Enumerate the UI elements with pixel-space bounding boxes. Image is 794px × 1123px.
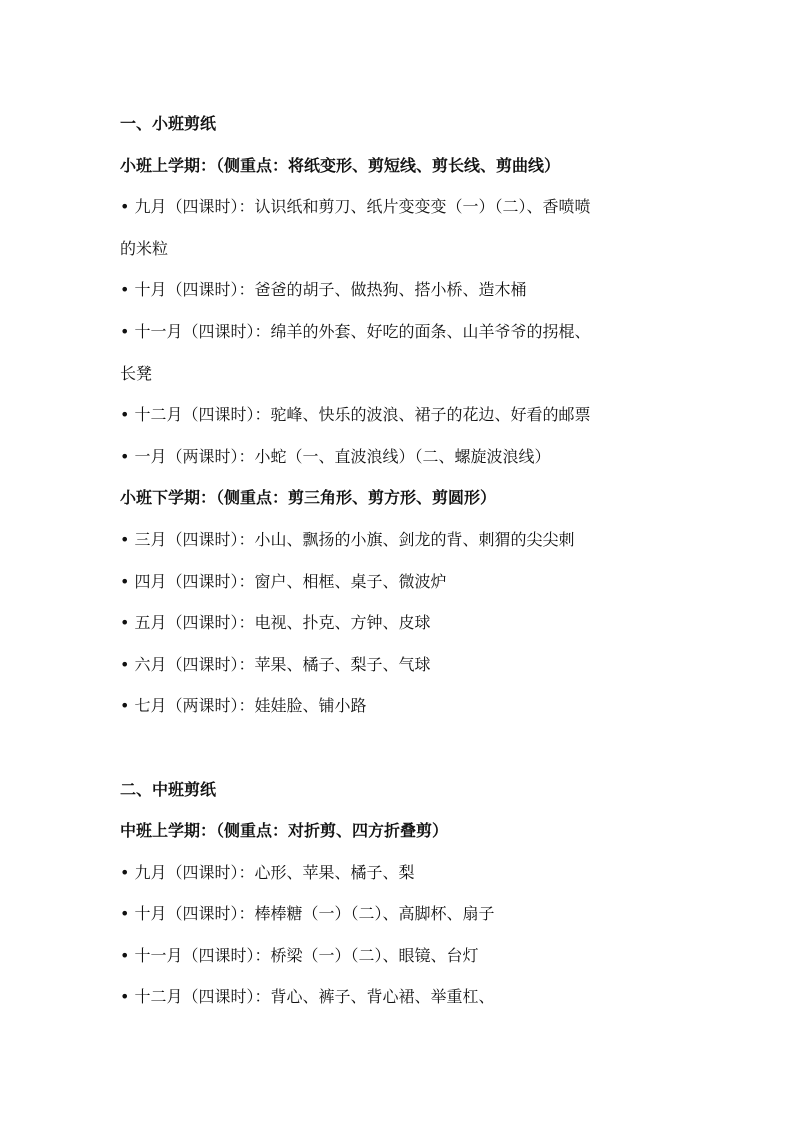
section-spacer [120,727,680,769]
list-item-continuation: 的米粒 [120,238,169,258]
list-item: • 十月（四课时）：棒棒糖（一）（二）、高脚杯、扇子 [120,904,495,924]
list-item: • 五月（四课时）：电视、扑克、方钟、皮球 [120,613,431,633]
term-heading: 小班下学期：（侧重点：剪三角形、剪方形、剪圆形） [120,488,497,508]
list-item: • 九月（四课时）：心形、苹果、橘子、梨 [120,862,415,882]
section-title: 一、小班剪纸 [120,114,217,133]
list-item: • 十一月（四课时）：绵羊的外套、好吃的面条、山羊爷爷的拐棍、 [120,321,591,341]
list-item: • 四月（四课时）：窗户、相框、桌子、微波炉 [120,571,447,591]
document-body [120,103,680,1018]
list-item: • 六月（四课时）：苹果、橘子、梨子、气球 [120,654,431,674]
list-item: • 十二月（四课时）：背心、裤子、背心裙、举重杠、 [120,987,495,1007]
section-title: 二、中班剪纸 [120,779,217,799]
list-item: • 十一月（四课时）：桥梁（一）（二）、眼镜、台灯 [120,945,479,965]
list-item: • 十二月（四课时）：驼峰、快乐的波浪、裙子的花边、好看的邮票 [120,405,591,425]
list-item: • 七月（两课时）：娃娃脸、铺小路 [120,696,367,716]
list-item: • 十月（四课时）：爸爸的胡子、做热狗、搭小桥、造木桶 [120,280,527,300]
list-item-continuation: 长凳 [120,363,153,383]
list-item: • 九月（四课时）：认识纸和剪刀、纸片变变变（一）（二）、香喷喷 [120,197,591,217]
list-item: • 三月（四课时）：小山、飘扬的小旗、剑龙的背、刺猬的尖尖刺 [120,529,575,549]
term-heading: 中班上学期：（侧重点：对折剪、四方折叠剪） [120,821,449,841]
list-item: • 一月（两课时）：小蛇（一、直波浪线）（二、螺旋波浪线） [120,446,551,466]
term-heading: 小班上学期：（侧重点：将纸变形、剪短线、剪长线、剪曲线） [120,155,561,175]
